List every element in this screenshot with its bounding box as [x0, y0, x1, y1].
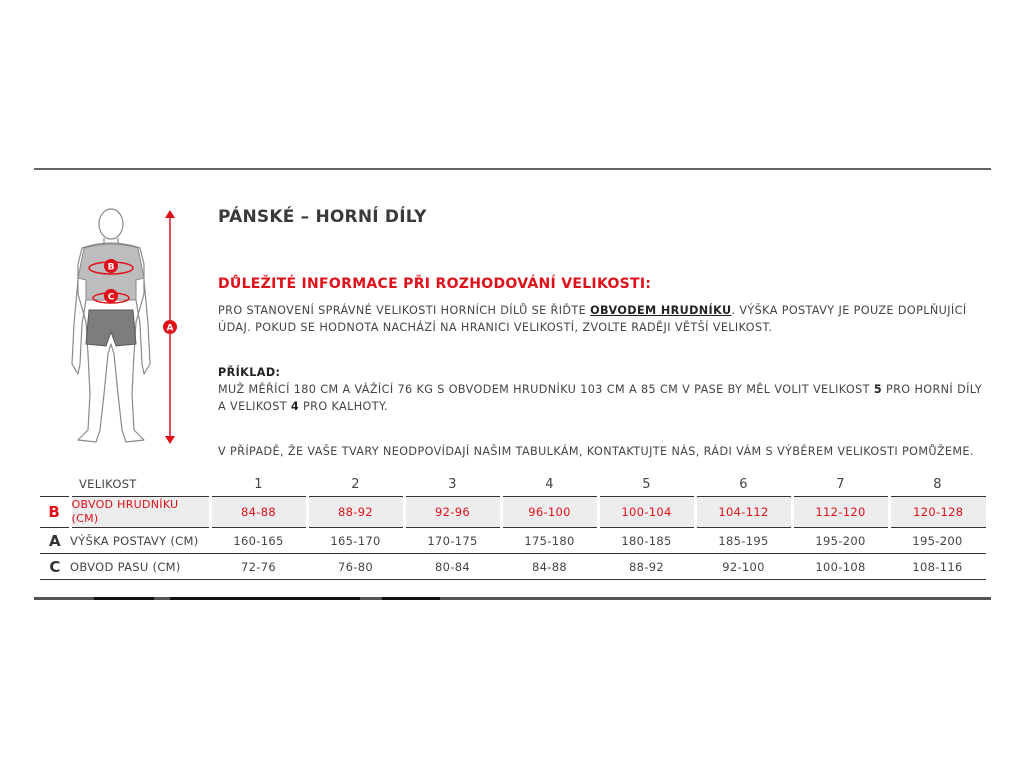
size-header: 8 — [889, 472, 986, 497]
example-top-size: 5 — [873, 383, 883, 396]
svg-text:B: B — [107, 262, 115, 273]
top-divider — [34, 168, 991, 170]
table-cell: 88-92 — [307, 497, 404, 528]
size-header: 3 — [404, 472, 501, 497]
table-cell: 88-92 — [598, 554, 695, 580]
size-header: 2 — [307, 472, 404, 497]
page-title: PÁNSKÉ – HORNÍ DÍLY — [218, 207, 427, 227]
table-cell: 175-180 — [501, 528, 598, 554]
shorts-shape — [86, 310, 136, 346]
svg-text:C: C — [107, 292, 115, 303]
row-letter: C — [40, 554, 70, 580]
divider-segment — [382, 597, 440, 600]
example-paragraph: PŘÍKLAD: MUŽ MĚŘÍCÍ 180 CM A VÁŽÍCÍ 76 KG S OBVODEM HRUDNÍKU 103 CM A 85 CM V PASE BY MĚL VOLIT VELIKOST 5 PRO HORNÍ DÍLY A VELIKOST 4 PRO KALHOTY. — [218, 366, 983, 413]
row-label: VÝŠKA POSTAVY (CM) — [70, 528, 210, 554]
table-cell: 84-88 — [210, 497, 307, 528]
table-cell: 185-195 — [695, 528, 792, 554]
divider-segment — [170, 597, 360, 600]
table-cell: 120-128 — [889, 497, 986, 528]
row-letter: B — [40, 497, 70, 528]
marker-b-icon — [104, 259, 118, 273]
row-label: OBVOD PASU (CM) — [70, 554, 210, 580]
table-cell: 165-170 — [307, 528, 404, 554]
table-cell: 104-112 — [695, 497, 792, 528]
size-guidance-paragraph: PRO STANOVENÍ SPRÁVNÉ VELIKOSTI HORNÍCH DÍLŮ SE ŘIĎTE OBVODEM HRUDNÍKU. VÝŠKA POSTAVY JE POUZE DOPLŇUJÍCÍ ÚDAJ. POKUD SE HODNOTA NACHÁZÍ NA HRANICI VELIKOSTÍ, ZVOLTE RADĚJI VĚTŠÍ VELIKOST. — [218, 304, 967, 334]
table-cell: 160-165 — [210, 528, 307, 554]
size-header: 4 — [501, 472, 598, 497]
size-label: VELIKOST — [40, 472, 210, 497]
size-table — [40, 472, 986, 580]
table-cell: 80-84 — [404, 554, 501, 580]
body-measurement-figure — [64, 204, 194, 448]
table-cell: 96-100 — [501, 497, 598, 528]
size-header: 6 — [695, 472, 792, 497]
size-header: 1 — [210, 472, 307, 497]
table-cell: 112-120 — [792, 497, 889, 528]
table-cell: 84-88 — [501, 554, 598, 580]
row-letter: A — [40, 528, 70, 554]
contact-note: V PŘÍPADĚ, ŽE VAŠE TVARY NEODPOVÍDAJÍ NAŠIM TABULKÁM, KONTAKTUJTE NÁS, RÁDI VÁM S VÝBĚREM VELIKOSTI POMŮŽEME. — [218, 445, 974, 458]
table-row-waist — [40, 554, 986, 580]
table-cell: 195-200 — [792, 528, 889, 554]
table-cell: 100-104 — [598, 497, 695, 528]
table-cell: 92-96 — [404, 497, 501, 528]
marker-c-icon — [104, 289, 118, 303]
example-label: PŘÍKLAD: — [218, 366, 281, 379]
table-row-chest — [40, 497, 986, 528]
chest-emphasis: OBVODEM HRUDNÍKU — [590, 304, 732, 317]
size-header: 7 — [792, 472, 889, 497]
bottom-divider — [34, 597, 991, 600]
table-cell: 180-185 — [598, 528, 695, 554]
size-header: 5 — [598, 472, 695, 497]
divider-segment — [94, 597, 154, 600]
table-cell: 76-80 — [307, 554, 404, 580]
table-cell: 108-116 — [889, 554, 986, 580]
row-label: OBVOD HRUDNÍKU (CM) — [70, 497, 210, 528]
table-cell: 100-108 — [792, 554, 889, 580]
table-cell: 170-175 — [404, 528, 501, 554]
marker-a-label: A — [166, 323, 174, 334]
table-row-height — [40, 528, 986, 554]
example-bottom-size: 4 — [290, 400, 300, 413]
table-cell: 92-100 — [695, 554, 792, 580]
size-header-row — [40, 472, 986, 497]
important-info-heading: DŮLEŽITÉ INFORMACE PŘI ROZHODOVÁNÍ VELIKOSTI: — [218, 276, 652, 292]
table-cell: 72-76 — [210, 554, 307, 580]
table-cell: 195-200 — [889, 528, 986, 554]
